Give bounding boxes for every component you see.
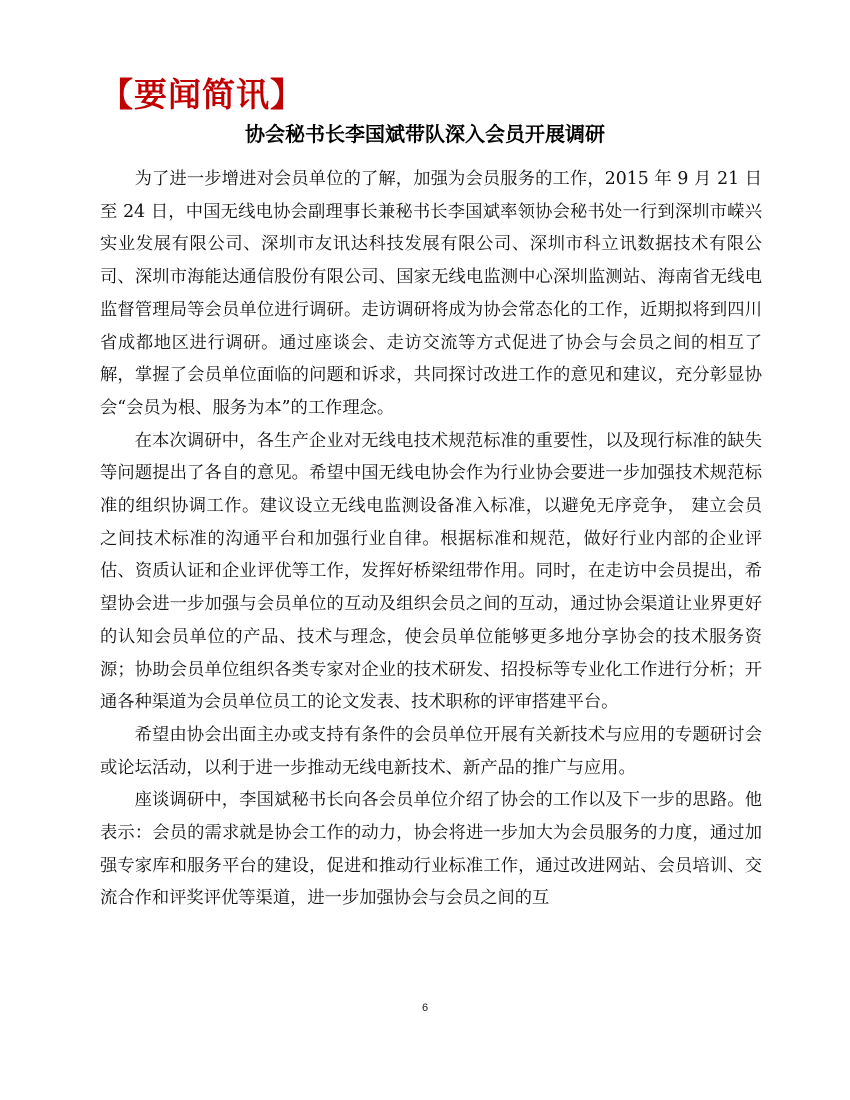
paragraph-2: 在本次调研中，各生产企业对无线电技术规范标准的重要性，以及现行标准的缺失等问题提出了各自的意见。希望中国无线电协会作为行业协会要进一步加强技术规范标准的组织协调工作。建议设立无线电监测设备准入标准，以避免无序竞争， 建立会员之间技术标准的沟通平台和加强行业自律。根据标准和规范，做好行业内部的企业评估、资质认证和企业评优等工作，发挥好桥梁纽带作用。同时，在走访中会员提出，希望协会进一步加强与会员单位的互动及组织会员之间的互动，通过协会渠道让业界更好的认知会员单位的产品、技术与理念，使会员单位能够更多地分享协会的技术服务资源；协助会员单位组织各类专家对企业的技术研发、招投标等专业化工作进行分析；开通各种渠道为会员单位员工的论文发表、技术职称的评审搭建平台。 [100, 430, 762, 713]
section-tag: 【要闻简讯】 [100, 75, 304, 114]
article-body [100, 163, 762, 915]
article-title: 协会秘书长李国斌带队深入会员开展调研 [245, 122, 605, 146]
page-number: 6 [421, 1002, 429, 1014]
paragraph-1: 为了进一步增进对会员单位的了解，加强为会员服务的工作，2015 年 9 月 21 日至 24 日，中国无线电协会副理事长兼秘书长李国斌率领协会秘书处一行到深圳市嵘兴实业发展有限公司、深圳市友讯达科技发展有限公司、深圳市科立讯数据技术有限公司、深圳市海能达通信股份有限公司、国家无线电监测中心深圳监测站、海南省无线电监督管理局等会员单位进行调研。走访调研将成为协会常态化的工作，近期拟将到四川省成都地区进行调研。通过座谈会、走访交流等方式促进了协会与会员之间的相互了解，掌握了会员单位面临的问题和诉求，共同探讨改进工作的意见和建议，充分彰显协会“会员为根、服务为本”的工作理念。 [100, 169, 762, 418]
paragraph-3: 希望由协会出面主办或支持有条件的会员单位开展有关新技术与应用的专题研讨会或论坛活动，以利于进一步推动无线电新技术、新产品的推广与应用。 [100, 724, 762, 778]
paragraph-4: 座谈调研中，李国斌秘书长向各会员单位介绍了协会的工作以及下一步的思路。他表示：会员的需求就是协会工作的动力，协会将进一步加大为会员服务的力度，通过加强专家库和服务平台的建设，促进和推动行业标准工作，通过改进网站、会员培训、交流合作和评奖评优等渠道，进一步加强协会与会员之间的互 [100, 790, 762, 909]
